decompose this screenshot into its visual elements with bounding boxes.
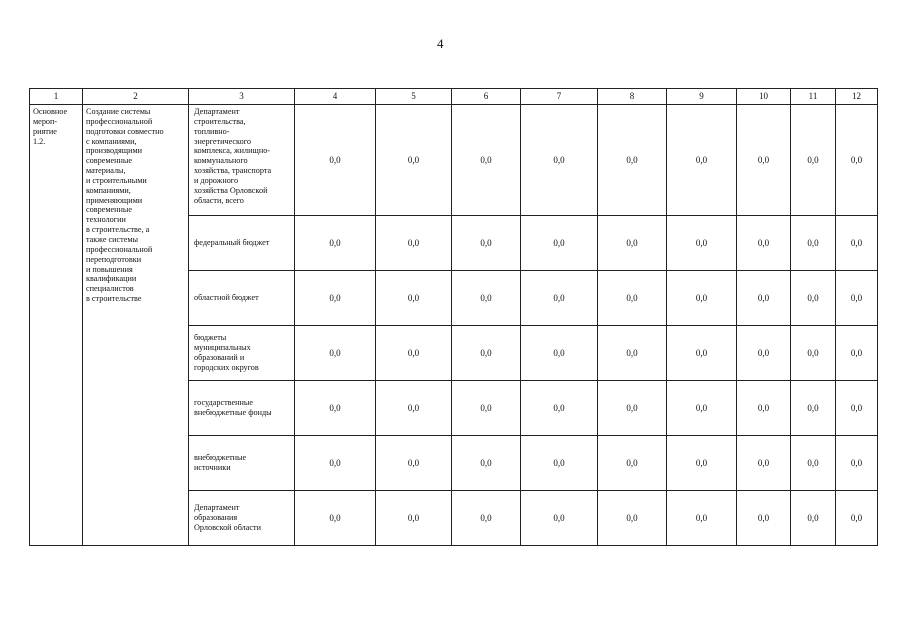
funding-source-line: Департамент xyxy=(194,503,240,513)
value-cell: 0,0 xyxy=(598,105,667,216)
funding-source-line: хозяйства Орловской xyxy=(194,185,268,195)
measure-description-line: производящими xyxy=(86,146,143,156)
value-cell: 0,0 xyxy=(295,105,376,216)
value-cell: 0,0 xyxy=(791,436,836,491)
value-cell: 0,0 xyxy=(737,216,791,271)
measure-description-line: современные xyxy=(86,205,133,215)
measure-code-line: мероп- xyxy=(33,116,58,126)
value-cell: 0,0 xyxy=(598,491,667,546)
value-cell: 0,0 xyxy=(521,216,598,271)
funding-source-line: коммунального xyxy=(194,156,248,166)
value-cell: 0,0 xyxy=(521,271,598,326)
value-cell: 0,0 xyxy=(452,271,521,326)
funding-source-line: бюджеты xyxy=(194,333,227,343)
column-number: 5 xyxy=(376,89,452,105)
funding-source-line: и дорожного xyxy=(194,175,239,185)
column-number: 9 xyxy=(667,89,737,105)
funding-source-line: Орловской области xyxy=(194,522,261,532)
funding-source-line: источники xyxy=(194,463,231,472)
measure-description-line: профессиональной xyxy=(86,244,153,254)
value-cell: 0,0 xyxy=(737,326,791,381)
column-number: 2 xyxy=(83,89,189,105)
value-cell: 0,0 xyxy=(295,491,376,546)
value-cell: 0,0 xyxy=(295,436,376,491)
value-cell: 0,0 xyxy=(452,326,521,381)
value-cell: 0,0 xyxy=(295,326,376,381)
measure-description-line: Создание системы xyxy=(86,107,151,116)
funding-source-line: комплекса, жилищно- xyxy=(194,146,271,156)
column-number: 12 xyxy=(836,89,878,105)
value-cell: 0,0 xyxy=(836,326,878,381)
value-cell: 0,0 xyxy=(521,326,598,381)
measure-description-line: также системы xyxy=(86,234,139,244)
value-cell: 0,0 xyxy=(452,436,521,491)
value-cell: 0,0 xyxy=(667,491,737,546)
column-number: 4 xyxy=(295,89,376,105)
value-cell: 0,0 xyxy=(836,491,878,546)
value-cell: 0,0 xyxy=(737,436,791,491)
measure-description-line: и повышения xyxy=(86,264,133,274)
funding-source-line: муниципальных xyxy=(194,343,251,353)
value-cell: 0,0 xyxy=(667,381,737,436)
value-cell: 0,0 xyxy=(836,216,878,271)
value-cell: 0,0 xyxy=(452,216,521,271)
measure-description-line: и строительными xyxy=(86,175,147,185)
page-number: 4 xyxy=(437,36,444,51)
funding-source-line: федеральный бюджет xyxy=(194,238,270,248)
value-cell: 0,0 xyxy=(598,326,667,381)
value-cell: 0,0 xyxy=(737,491,791,546)
column-number: 7 xyxy=(521,89,598,105)
measure-description xyxy=(83,105,189,546)
value-cell: 0,0 xyxy=(376,271,452,326)
value-cell: 0,0 xyxy=(667,216,737,271)
value-cell: 0,0 xyxy=(376,491,452,546)
funding-source-line: хозяйства, транспорта xyxy=(194,166,272,176)
value-cell: 0,0 xyxy=(836,381,878,436)
measure-description-line: применяющими xyxy=(86,195,143,205)
value-cell: 0,0 xyxy=(737,381,791,436)
funding-source xyxy=(189,271,295,326)
column-number-row xyxy=(30,89,878,105)
funding-source-line: энергетического xyxy=(194,136,251,146)
value-cell: 0,0 xyxy=(791,381,836,436)
value-cell: 0,0 xyxy=(295,271,376,326)
program-measures-table xyxy=(29,88,878,546)
funding-source-line: образования xyxy=(194,513,238,523)
measure-description-line: технологии xyxy=(86,215,126,225)
funding-source xyxy=(189,491,295,546)
table-row xyxy=(30,105,878,216)
value-cell: 0,0 xyxy=(376,105,452,216)
measure-description-line: переподготовки xyxy=(86,254,142,264)
value-cell: 0,0 xyxy=(376,216,452,271)
column-number: 3 xyxy=(189,89,295,105)
value-cell: 0,0 xyxy=(376,381,452,436)
measure-description-line: профессиональной xyxy=(86,116,153,126)
value-cell: 0,0 xyxy=(598,271,667,326)
funding-source-line: городских округов xyxy=(194,362,259,372)
value-cell: 0,0 xyxy=(521,105,598,216)
funding-source xyxy=(189,326,295,381)
column-number: 1 xyxy=(30,89,83,105)
measure-description-line: специалистов xyxy=(86,284,134,294)
value-cell: 0,0 xyxy=(836,436,878,491)
funding-source-line: области, всего xyxy=(194,195,244,205)
measure-description-line: в строительстве, а xyxy=(86,225,150,235)
value-cell: 0,0 xyxy=(791,216,836,271)
value-cell: 0,0 xyxy=(521,491,598,546)
measure-code xyxy=(30,105,83,546)
value-cell: 0,0 xyxy=(667,105,737,216)
value-cell: 0,0 xyxy=(598,381,667,436)
measure-description-line: с компаниями, xyxy=(86,136,137,146)
value-cell: 0,0 xyxy=(376,436,452,491)
value-cell: 0,0 xyxy=(521,381,598,436)
value-cell: 0,0 xyxy=(791,326,836,381)
funding-source xyxy=(189,216,295,271)
funding-source-line: государственные xyxy=(194,398,254,408)
value-cell: 0,0 xyxy=(667,271,737,326)
value-cell: 0,0 xyxy=(791,491,836,546)
funding-source-line: Департамент xyxy=(194,107,240,116)
funding-source xyxy=(189,381,295,436)
value-cell: 0,0 xyxy=(791,271,836,326)
value-cell: 0,0 xyxy=(737,271,791,326)
funding-source-line: внебюджетные фонды xyxy=(194,408,272,417)
value-cell: 0,0 xyxy=(791,105,836,216)
value-cell: 0,0 xyxy=(836,271,878,326)
value-cell: 0,0 xyxy=(598,216,667,271)
value-cell: 0,0 xyxy=(737,105,791,216)
measure-description-line: материалы, xyxy=(86,166,126,176)
measure-description-line: квалификации xyxy=(86,274,137,284)
value-cell: 0,0 xyxy=(452,381,521,436)
column-number: 8 xyxy=(598,89,667,105)
measure-description-line: подготовки совместно xyxy=(86,126,164,136)
measure-code-line: Основное xyxy=(33,107,68,116)
funding-source xyxy=(189,436,295,491)
column-number: 6 xyxy=(452,89,521,105)
value-cell: 0,0 xyxy=(452,105,521,216)
funding-source-line: образований и xyxy=(194,353,245,362)
value-cell: 0,0 xyxy=(452,491,521,546)
value-cell: 0,0 xyxy=(667,436,737,491)
value-cell: 0,0 xyxy=(598,436,667,491)
measure-description-line: современные xyxy=(86,156,133,166)
value-cell: 0,0 xyxy=(295,216,376,271)
funding-source xyxy=(189,105,295,216)
funding-source-line: топливно- xyxy=(194,126,230,136)
value-cell: 0,0 xyxy=(521,436,598,491)
funding-source-line: внебюджетные xyxy=(194,453,247,463)
measure-description-line: в строительстве xyxy=(86,294,142,304)
measure-description-line: компаниями, xyxy=(86,185,131,195)
funding-source-line: областной бюджет xyxy=(194,293,259,303)
column-number: 11 xyxy=(791,89,836,105)
value-cell: 0,0 xyxy=(376,326,452,381)
value-cell: 0,0 xyxy=(295,381,376,436)
measure-code-line: риятие xyxy=(33,126,57,136)
value-cell: 0,0 xyxy=(667,326,737,381)
funding-source-line: строительства, xyxy=(194,116,246,126)
measure-code-line: 1.2. xyxy=(33,136,46,146)
value-cell: 0,0 xyxy=(836,105,878,216)
column-number: 10 xyxy=(737,89,791,105)
